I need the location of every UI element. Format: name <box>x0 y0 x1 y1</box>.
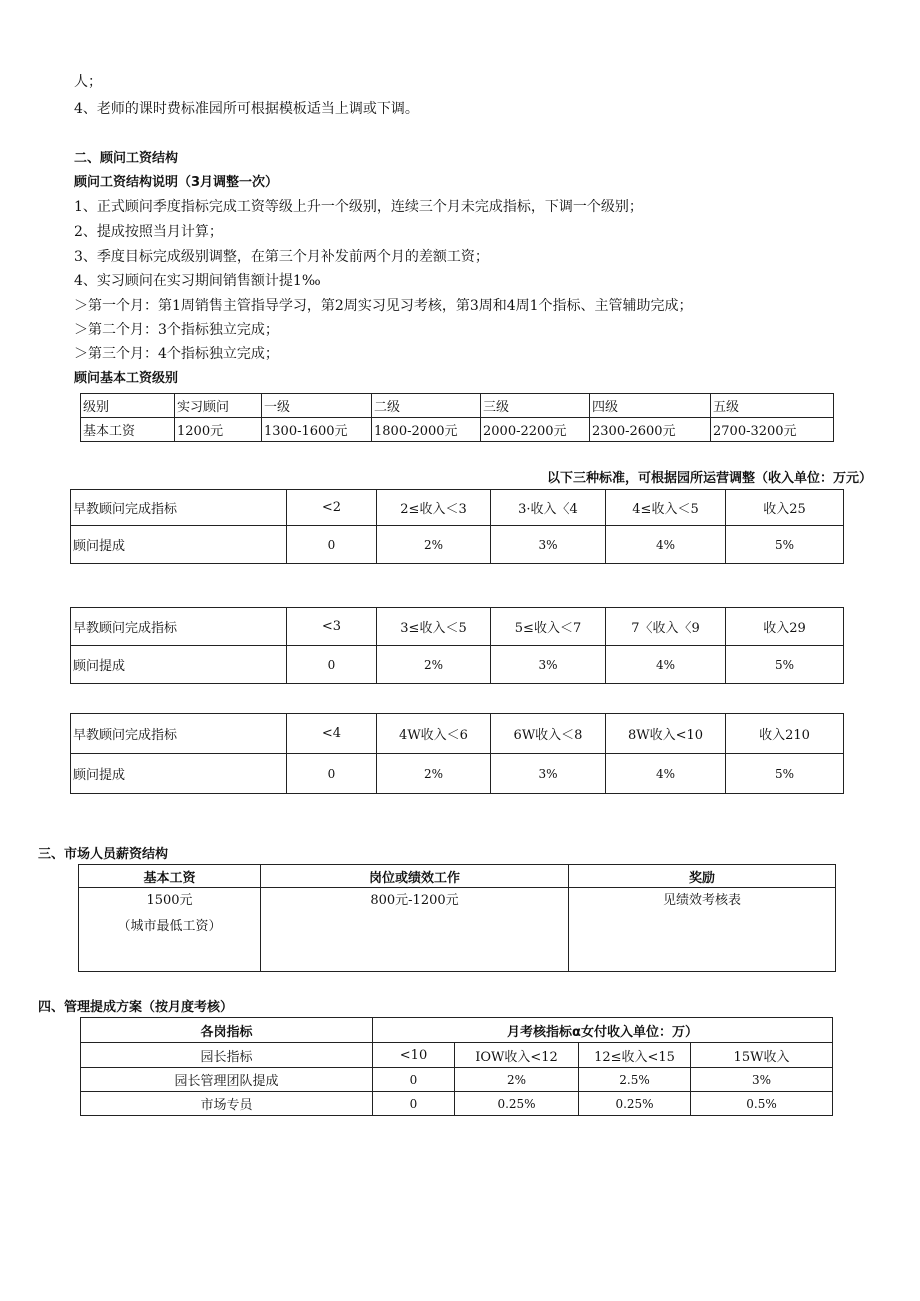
grade-table-title: 顾问基本工资级别 <box>74 371 179 386</box>
management-cell: <10 <box>373 1043 455 1068</box>
base-salary-note: （城市最低工资） <box>117 919 222 934</box>
threshold-cell: <2 <box>287 490 377 526</box>
management-cell: 2% <box>455 1068 579 1092</box>
market-header-row <box>79 865 836 888</box>
commission-rate-row <box>71 754 844 794</box>
grade-header-cell: 二级 <box>372 394 481 418</box>
rate-cell: 2% <box>377 526 491 564</box>
threshold-cell: 2≤收入＜3 <box>377 490 491 526</box>
reward-cell: 见绩效考核表 <box>569 888 836 972</box>
rate-cell: 5% <box>726 646 844 684</box>
grade-header-row <box>81 394 834 418</box>
grade-cell: 2700-3200元 <box>711 418 834 442</box>
threshold-cell: <4 <box>287 714 377 754</box>
grade-salary-row <box>81 418 834 442</box>
rate-cell: 5% <box>726 754 844 794</box>
commission-rate-row <box>71 526 844 564</box>
management-cell: 3% <box>691 1068 833 1092</box>
commission-rate-row <box>71 646 844 684</box>
rate-cell: 4% <box>606 526 726 564</box>
commission-table-2 <box>70 607 844 684</box>
section-2-line-4: 4、实习顾问在实习期间销售额计提1‰ <box>74 273 321 289</box>
management-cell: 0 <box>373 1092 455 1116</box>
intro-line-1: 人； <box>74 74 102 90</box>
commission-label: 顾问提成 <box>71 754 287 794</box>
base-salary-cell <box>79 888 261 972</box>
grade-header-cell: 四级 <box>590 394 711 418</box>
grade-cell: 2000-2200元 <box>481 418 590 442</box>
market-header-cell: 基本工资 <box>79 865 261 888</box>
management-cell: 2.5% <box>579 1068 691 1092</box>
market-header-cell: 岗位或绩效工作 <box>261 865 569 888</box>
management-cell: 0.25% <box>455 1092 579 1116</box>
commission-table-1 <box>70 489 844 564</box>
marketing-specialist-row <box>81 1092 833 1116</box>
management-cell: 15W收入 <box>691 1043 833 1068</box>
threshold-cell: 收入25 <box>726 490 844 526</box>
market-header-cell: 奖励 <box>569 865 836 888</box>
commission-label: 早教顾问完成指标 <box>71 714 287 754</box>
commission-threshold-row <box>71 490 844 526</box>
management-header-row <box>81 1018 833 1043</box>
rate-cell: 2% <box>377 754 491 794</box>
grade-cell: 1800-2000元 <box>372 418 481 442</box>
rate-cell: 3% <box>491 526 606 564</box>
rate-cell: 4% <box>606 754 726 794</box>
rate-cell: 3% <box>491 646 606 684</box>
rate-cell: 4% <box>606 646 726 684</box>
market-value-row <box>79 888 836 972</box>
intro-line-2: 4、老师的课时费标准园所可根据模板适当上调或下调。 <box>74 101 419 117</box>
section-2-line-6: ＞第二个月：3个指标独立完成； <box>74 322 279 338</box>
rate-cell: 0 <box>287 754 377 794</box>
threshold-cell: 4≤收入＜5 <box>606 490 726 526</box>
grade-header-cell: 级别 <box>81 394 175 418</box>
commission-label: 顾问提成 <box>71 526 287 564</box>
threshold-cell: 3≤收入＜5 <box>377 608 491 646</box>
threshold-cell: <3 <box>287 608 377 646</box>
rate-cell: 5% <box>726 526 844 564</box>
management-header-left: 各岗指标 <box>81 1018 373 1043</box>
grade-cell: 2300-2600元 <box>590 418 711 442</box>
section-2-title: 二、顾问工资结构 <box>74 151 179 166</box>
threshold-cell: 6W收入＜8 <box>491 714 606 754</box>
threshold-cell: 3·收入〈4 <box>491 490 606 526</box>
management-label: 园长管理团队提成 <box>81 1068 373 1092</box>
management-cell: 0 <box>373 1068 455 1092</box>
management-table <box>80 1017 833 1116</box>
rate-cell: 0 <box>287 526 377 564</box>
principal-index-row <box>81 1043 833 1068</box>
threshold-cell: 5≤收入＜7 <box>491 608 606 646</box>
management-cell: 0.25% <box>579 1092 691 1116</box>
standard-note: 以下三种标准，可根据园所运营调整（收入单位：万元） <box>546 471 872 486</box>
base-salary-value: 1500元 <box>146 893 193 908</box>
commission-label: 顾问提成 <box>71 646 287 684</box>
management-cell: IOW收入<12 <box>455 1043 579 1068</box>
section-2-line-7: ＞第三个月：4个指标独立完成； <box>74 346 279 362</box>
rate-cell: 0 <box>287 646 377 684</box>
rate-cell: 3% <box>491 754 606 794</box>
rate-cell: 2% <box>377 646 491 684</box>
section-3-title: 三、市场人员薪资结构 <box>38 847 169 862</box>
grade-header-cell: 实习顾问 <box>175 394 262 418</box>
team-commission-row <box>81 1068 833 1092</box>
grade-header-cell: 一级 <box>262 394 372 418</box>
threshold-cell: 8W收入<10 <box>606 714 726 754</box>
section-2-line-5: ＞第一个月：第1周销售主管指导学习，第2周实习见习考核，第3周和4周1个指标、主管辅助完成； <box>74 298 693 314</box>
section-2-line-1: 1、正式顾问季度指标完成工资等级上升一个级别，连续三个月未完成指标，下调一个级别； <box>74 199 643 215</box>
section-2-line-2: 2、提成按照当月计算； <box>74 224 223 240</box>
grade-cell: 基本工资 <box>81 418 175 442</box>
management-cell: 0.5% <box>691 1092 833 1116</box>
grade-table <box>80 393 834 442</box>
threshold-cell: 收入210 <box>726 714 844 754</box>
threshold-cell: 7〈收入〈9 <box>606 608 726 646</box>
management-header-right: 月考核指标α女付收入单位：万） <box>373 1018 833 1043</box>
commission-label: 早教顾问完成指标 <box>71 490 287 526</box>
grade-header-cell: 五级 <box>711 394 834 418</box>
performance-cell: 800元-1200元 <box>261 888 569 972</box>
management-cell: 12≤收入<15 <box>579 1043 691 1068</box>
section-2-subtitle: 顾问工资结构说明（3月调整一次） <box>74 175 279 190</box>
commission-table-3 <box>70 713 844 794</box>
market-salary-table <box>78 864 836 972</box>
threshold-cell: 4W收入＜6 <box>377 714 491 754</box>
commission-threshold-row <box>71 608 844 646</box>
management-label: 市场专员 <box>81 1092 373 1116</box>
threshold-cell: 收入29 <box>726 608 844 646</box>
management-label: 园长指标 <box>81 1043 373 1068</box>
commission-threshold-row <box>71 714 844 754</box>
section-2-line-3: 3、季度目标完成级别调整，在第三个月补发前两个月的差额工资； <box>74 249 489 265</box>
grade-cell: 1200元 <box>175 418 262 442</box>
grade-cell: 1300-1600元 <box>262 418 372 442</box>
commission-label: 早教顾问完成指标 <box>71 608 287 646</box>
section-4-title: 四、管理提成方案（按月度考核） <box>38 1000 234 1015</box>
grade-header-cell: 三级 <box>481 394 590 418</box>
